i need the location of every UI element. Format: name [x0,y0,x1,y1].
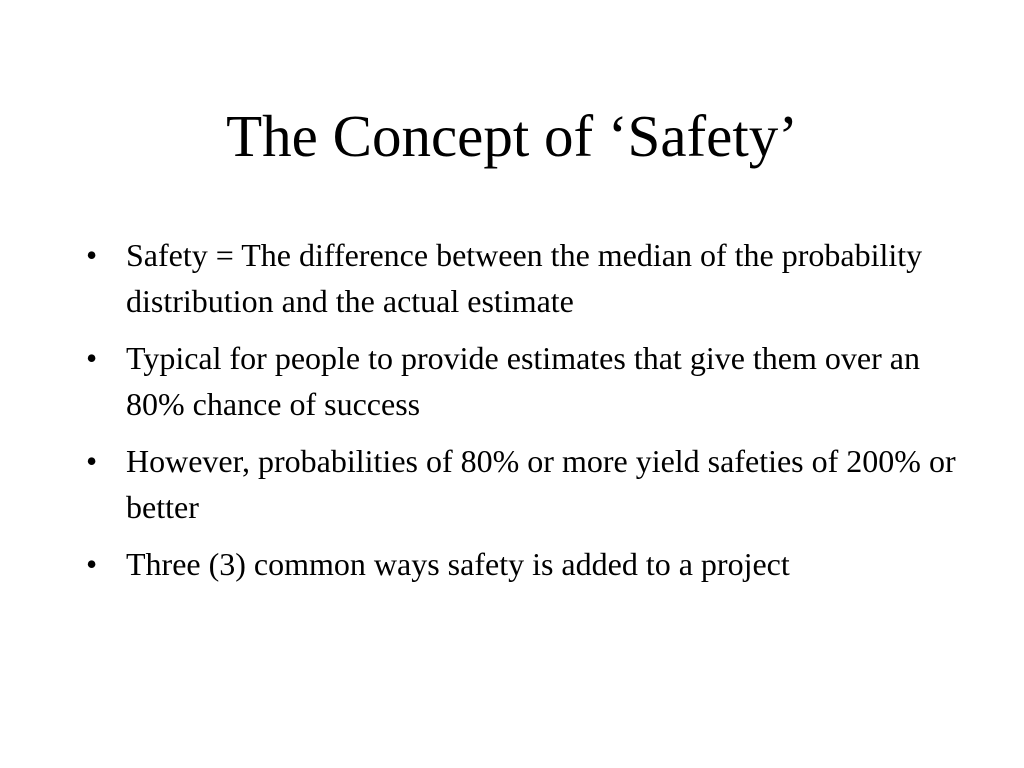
bullet-text-common-ways: Three (3) common ways safety is added to a project [126,546,790,582]
bullet-item [86,438,956,530]
bullet-marker: • [86,443,98,479]
bullet-marker: • [86,237,98,273]
bullet-text-probabilities: However, probabilities of 80% or more yield safeties of 200% or better [126,443,956,525]
bullet-item [86,232,956,324]
bullet-marker: • [86,546,98,582]
bullet-item [86,541,956,587]
bullet-list [86,232,956,598]
bullet-text-safety-definition: Safety = The difference between the median of the probability distribution and the actual estimate [126,237,923,319]
slide-title: The Concept of ‘Safety’ [226,103,798,169]
bullet-item [86,335,956,427]
bullet-marker: • [86,340,98,376]
bullet-text-typical-estimates: Typical for people to provide estimates that give them over an 80% chance of success [126,340,920,422]
